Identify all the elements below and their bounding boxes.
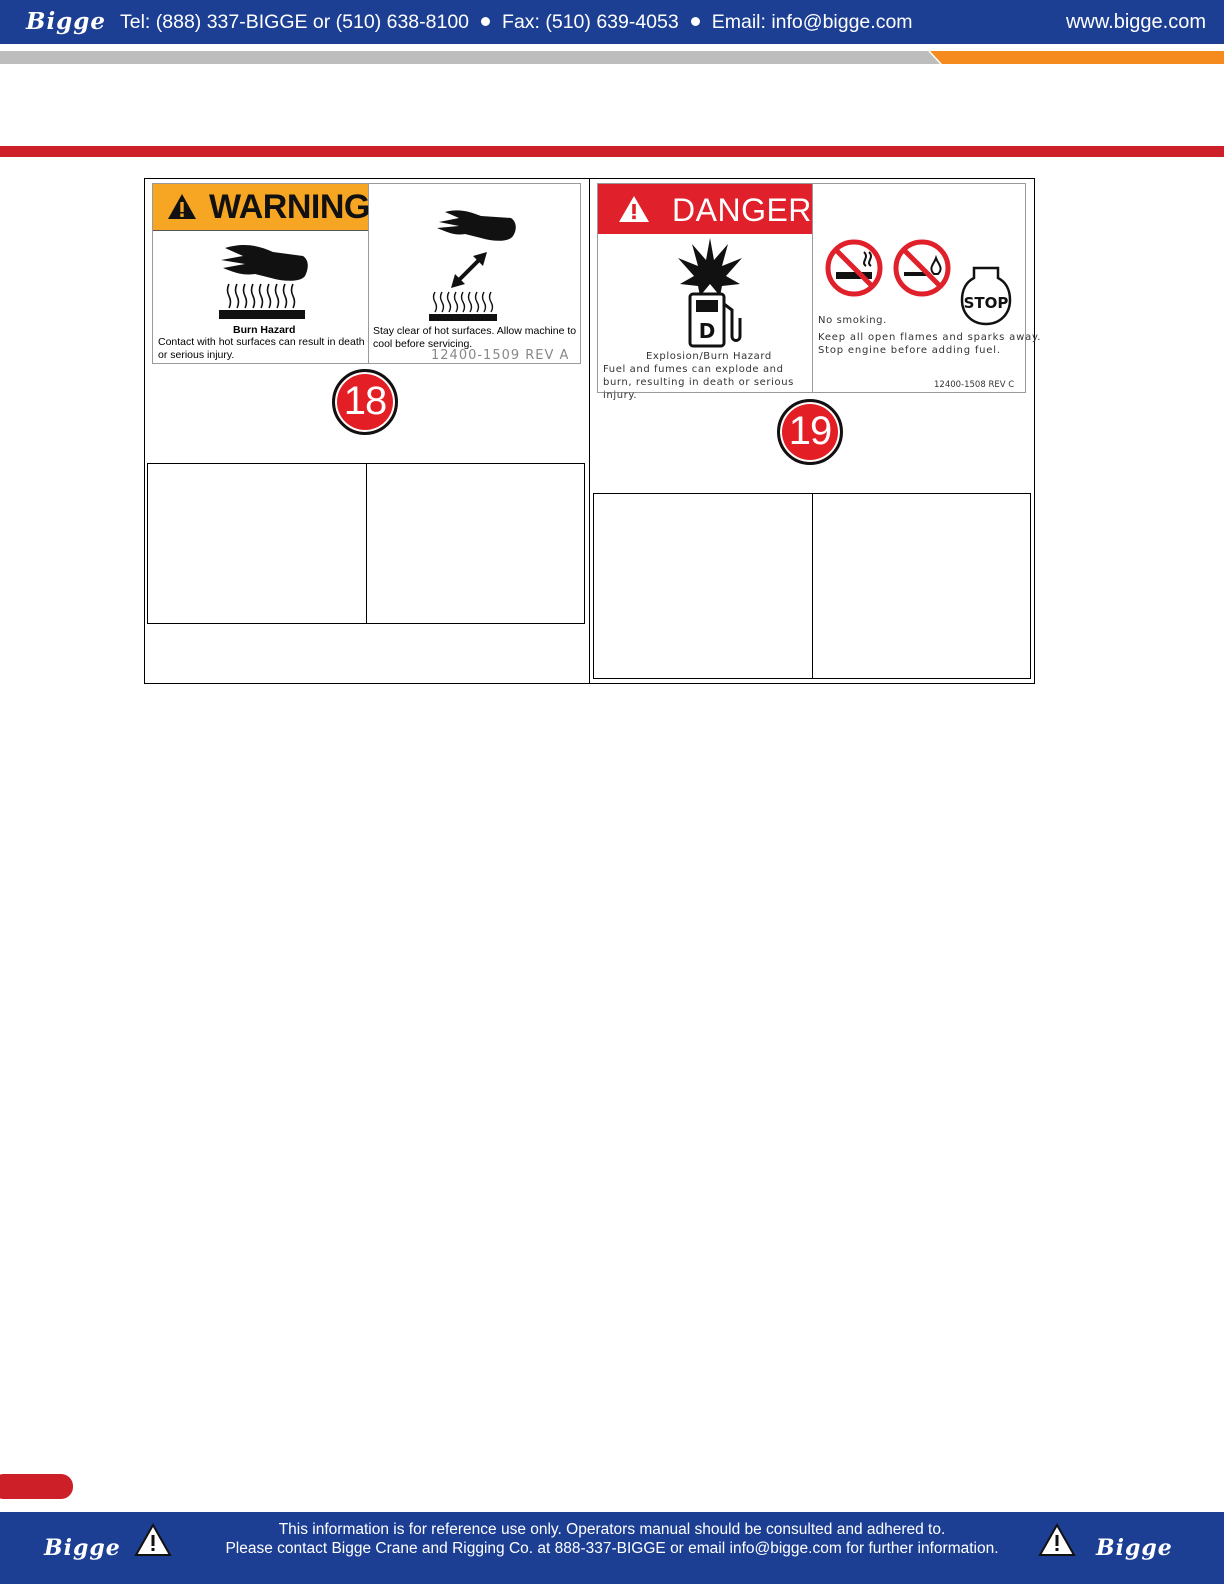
stop-label: STOP	[963, 294, 1009, 312]
table-cell-divider	[366, 464, 367, 623]
decal-18-info-table	[147, 463, 585, 624]
open-flames-text: Keep all open flames and sparks away.	[818, 332, 1042, 343]
burn-hazard-text: Contact with hot surfaces can result in death or serious injury.	[158, 336, 365, 361]
warning-word: WARNING	[209, 188, 370, 226]
burn-hand-icon	[215, 238, 315, 320]
explosion-fuel-pump-icon	[670, 238, 750, 350]
website-link[interactable]: www.bigge.com	[1065, 11, 1206, 33]
header-stripe-gray	[0, 51, 940, 64]
no-open-flame-icon	[892, 238, 952, 298]
footer-disclaimer-line2: Please contact Bigge Crane and Rigging Co. at 888-337-BIGGE or email info@bigge.com for further information.	[225, 1540, 999, 1557]
decal-19-explosion-hazard	[597, 183, 1042, 401]
keep-away-hand-icon	[415, 206, 525, 324]
pump-letter: D	[698, 319, 716, 343]
table-cell-divider	[812, 494, 813, 678]
footer-logo-left: Bigge	[44, 1535, 121, 1561]
email-text: Email: info@bigge.com	[711, 11, 913, 33]
bullet-icon	[691, 17, 700, 26]
decal-number-badge-19: 19	[777, 399, 843, 465]
warning-triangle-icon	[167, 193, 197, 220]
warning-header	[153, 184, 368, 231]
bigge-logo: Bigge	[26, 8, 106, 35]
contact-info	[120, 11, 913, 34]
page-tab	[0, 1474, 73, 1499]
decal-table	[144, 178, 1042, 684]
footer-bar	[0, 1512, 1224, 1584]
part-number-19: 12400-1508 REV C	[934, 380, 1015, 390]
footer-disclaimer-line1: This information is for reference use only. Operators manual should be consulted and adhered to.	[278, 1521, 946, 1538]
explosion-hazard-title: Explosion/Burn Hazard	[646, 351, 772, 362]
burn-hazard-title: Burn Hazard	[233, 324, 296, 336]
phone-text: Tel: (888) 337-BIGGE or (510) 638-8100	[120, 11, 470, 33]
no-smoking-text: No smoking.	[818, 315, 887, 326]
danger-header	[598, 184, 812, 234]
table-column-divider	[589, 179, 590, 683]
footer-logo-right: Bigge	[1096, 1535, 1173, 1561]
decal-number-badge-18: 18	[332, 369, 398, 435]
no-smoking-icon	[824, 238, 884, 298]
explosion-hazard-text: Fuel and fumes can explode and burn, resulting in death or serious injury.	[603, 364, 794, 401]
fax-text: Fax: (510) 639-4053	[502, 11, 679, 33]
section-divider	[0, 146, 1224, 157]
stop-engine-text: Stop engine before adding fuel.	[818, 345, 1001, 356]
danger-triangle-icon	[618, 195, 650, 223]
danger-word: DANGER	[672, 192, 812, 228]
header-bar	[0, 0, 1224, 44]
bullet-icon	[481, 17, 490, 26]
decal-18-burn-hazard	[152, 183, 581, 364]
stay-clear-text: Stay clear of hot surfaces. Allow machine to cool before servicing.	[373, 325, 577, 350]
stop-engine-icon	[960, 264, 1012, 328]
part-number-18: 12400-1509 REV A	[431, 348, 570, 363]
decal-panel-divider	[812, 184, 813, 392]
decal-19-info-table	[593, 493, 1031, 679]
warning-triangle-icon	[1038, 1523, 1076, 1557]
header-stripe-orange	[930, 51, 1224, 64]
